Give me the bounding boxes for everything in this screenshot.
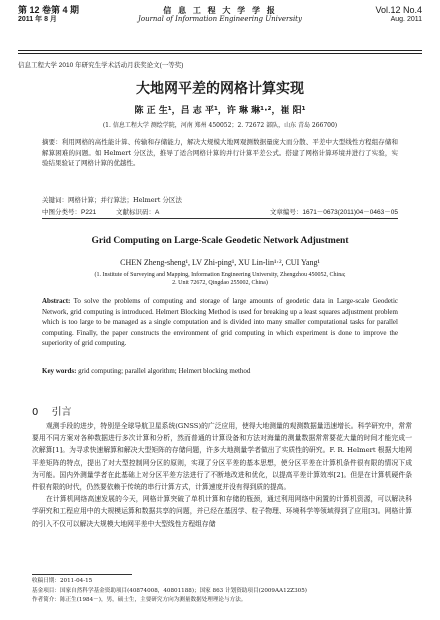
issue-date: 2011 年 8 月 (18, 16, 57, 23)
header-rule (18, 50, 422, 51)
clc-number: 中图分类号：P221 (42, 209, 97, 216)
body-paragraph-2: 在计算机网络高速发展的今天，网格计算突破了单机计算和存储的瓶颈，通过利用网络中闲置的计算机资源，可以解决科学研究和工程应用中的大规模运算和数据共享的问题，并已经在基因学、粒子物理、环境科学等领域得到了应用[3]。网格计算的引入不仅可以解决大规模大地网平差中大型线性方程组存储 (32, 495, 412, 528)
footnote-rule (32, 574, 132, 575)
journal-name-en: Journal of Information Engineering University (138, 15, 302, 23)
section-heading (32, 403, 72, 418)
separator-rule (42, 218, 398, 219)
article-number: 文章编号：1671－0673(2011)04－0463－05 (269, 209, 398, 216)
journal-name-cn: 信 息 工 程 大 学 学 报 (163, 5, 277, 15)
issue-volume: 第 12 卷第 4 期 (18, 5, 80, 15)
body-text (32, 420, 412, 530)
keywords-en (42, 367, 398, 375)
footnote-author: 作者简介：陈正生(1984－)，男，硕士生，主要研究方向为测量数据处理理论与方法。 (32, 597, 247, 603)
authors-en: CHEN Zheng-sheng¹, LV Zhi-ping¹, XU Lin-lin¹·², CUI Yang¹ (120, 258, 320, 267)
affiliation-en-line1: (1. Institute of Surveying and Mapping, Information Engineering University, Zhengzhou 450052, China; (94, 272, 346, 278)
award-note: 信息工程大学 2010 年研究生学术活动月获奖论文(一等奖) (18, 62, 184, 69)
paper-title-en: Grid Computing on Large-Scale Geodetic Network Adjustment (91, 236, 349, 246)
section-number: 0 (32, 407, 39, 418)
authors-cn: 陈 正 生¹，吕 志 平¹，许 琳 琳¹·²，崔 阳¹ (134, 106, 306, 116)
document-code: 文献标识码：A (116, 209, 160, 216)
issue-date-en: Aug. 2011 (390, 16, 422, 23)
paper-title-cn: 大地网平差的网格计算实现 (136, 81, 304, 97)
journal-header (18, 4, 422, 48)
footnote-fund: 基金项目：国家自然科学基金资助项目(40874008，40801188)；国家 863 计划资助项目(2009AA12Z305) (32, 587, 307, 594)
affiliation-cn: (1. 信息工程大学 测绘学院，河南 郑州 450052；2. 72672 部队，山东 青岛 266700) (102, 122, 338, 129)
keywords-cn: 关键词：网格计算；并行算法；Helmert 分区法 (42, 196, 182, 204)
affiliation-en-line2: 2. Unit 72672, Qingdao 255002, China) (172, 280, 268, 286)
issue-volume-en: Vol.12 No.4 (375, 5, 422, 15)
keywords-en-text: grid computing; parallel algorithm; Helmert blocking method (78, 367, 251, 375)
issue-info-en (375, 6, 422, 24)
abstract-en (42, 296, 398, 349)
abstract-cn: 摘要：利用网格的高性能计算、传输和存储能力，解决大规模大地网观测数据量庞大而分散、平差中大型线性方程组存储和解算困难的问题。如 Helmert 分区法，推导了适合网格计算的并行计算平差公式。搭建了网格计算环境并进行了实验，实验结果验证了网格计算的优越性。 (42, 138, 398, 167)
footnote (32, 577, 412, 606)
section-title: 引言 (51, 407, 72, 418)
abstract-en-text: To solve the problems of computing and storage of large amounts of geodetic data in Large-scale Geodetic Network, grid computing is introduced. Helmert Blocking Method is used for breaking up a least squares adjustment problem which is too large to be managed as a single computation and is divided into many smaller computational tasks for parallel computing. Finally, the paper constructs the environment of grid computing in which experiment is done to improve the superiority of grid computing. (42, 297, 398, 347)
footnote-received: 收稿日期：2011-04-15 (32, 578, 93, 584)
abstract-en-label: Abstract: (42, 297, 71, 305)
keywords-en-label: Key words: (42, 367, 77, 375)
classification-line (42, 207, 398, 216)
body-paragraph-1: 观测手段的进步，特别是全球导航卫星系统(GNSS)的广泛应用，使得大地测量的观测数据量迅速增长。科学研究中，常常要用不同方案对各种数据进行多次计算和分析，然而普通的计算设备和方法对海量的测量数据常常要花大量的时间才能完成一次解算[1]。为寻求快速解算和解决大型矩阵的存储问题，许多大地测量学者做出了实质性的研究。F. R. Helmert 根据大地网平差矩阵的特点，提出了对大型控制网分区的原则，实现了分区平差的基本思想，使分区平差在计算机条件很有限的情况下成为可能。国内外测量学者在此基础上对分区平差方法进行了不断地改进和优化，以提高平差计算效率[2]。但是在计算机硬件条件很有限的时代，仍然要依赖于传统的串行计算方式，计算速度并没有得到质的提高。 (32, 422, 412, 492)
affiliation-en (60, 271, 380, 287)
journal-name (18, 6, 422, 24)
header-rule-thin (18, 53, 422, 54)
